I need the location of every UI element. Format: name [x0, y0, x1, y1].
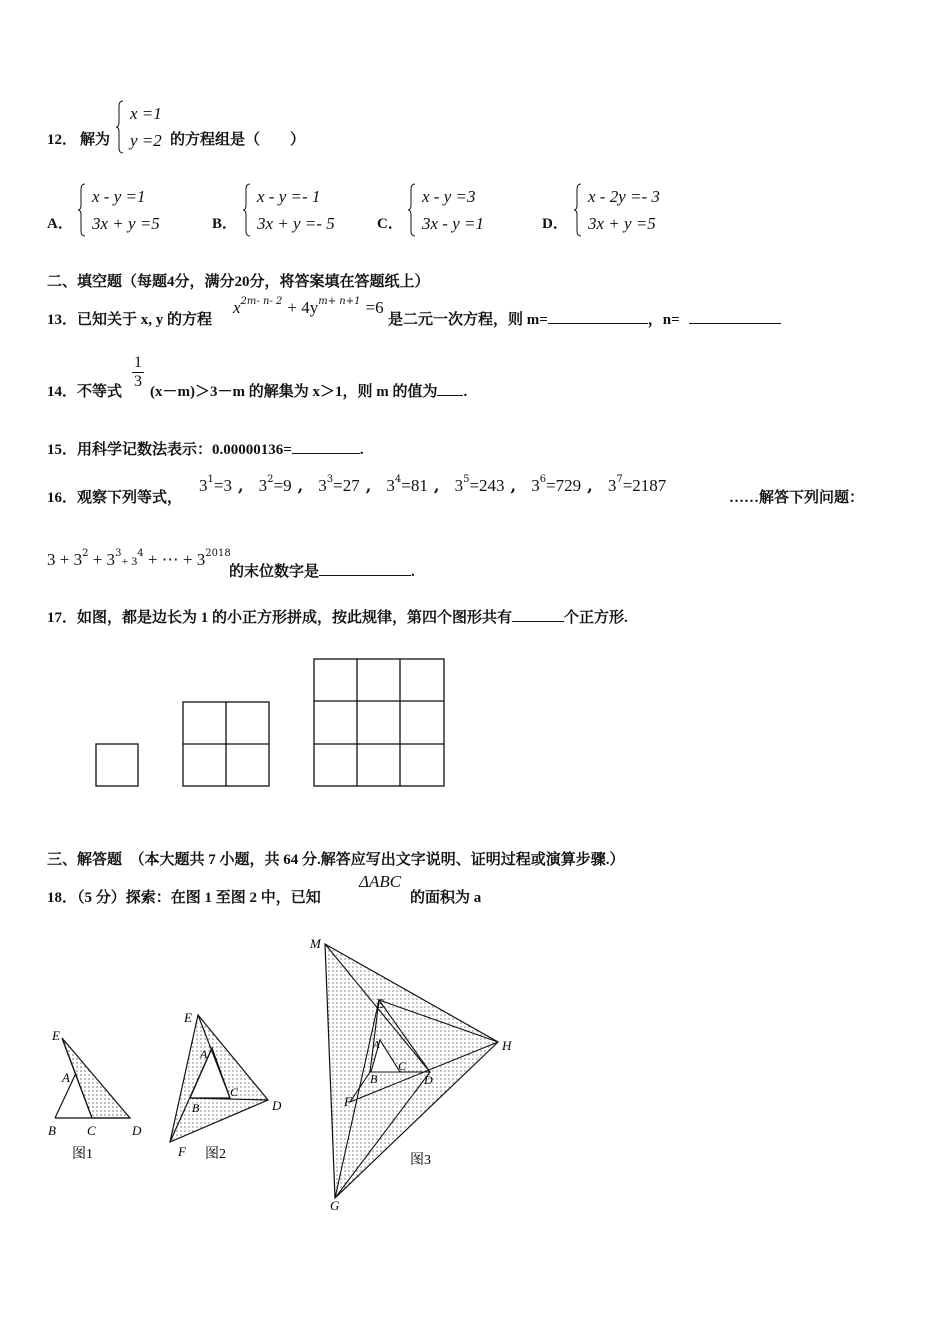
- fig2-label-f: F: [178, 1144, 186, 1159]
- q12-option-d-label[interactable]: D．: [542, 216, 568, 232]
- q17-text: 17．如图，都是边长为 1 的小正方形拼成，按此规律，第四个图形共有 个正方形.: [47, 610, 628, 626]
- section3-title: 三、解答题 （本大题共 7 小题，共 64 分.解答应写出文字说明、证明过程或演算步骤.）: [47, 852, 625, 868]
- q13-pre: 13．已知关于 x, y 的方程: [47, 312, 213, 328]
- q17-blank[interactable]: [512, 621, 564, 622]
- q18-pre: 18．（5 分）探索：在图 1 至图 2 中，已知: [47, 890, 321, 906]
- q12-number: 12．: [47, 132, 78, 148]
- fig2-label-c: C: [230, 1085, 239, 1099]
- pattern-2x2: [183, 702, 269, 786]
- q12-option-b-label[interactable]: B．: [212, 216, 238, 232]
- fig1-label-e: E: [52, 1028, 60, 1043]
- q16-blank[interactable]: [319, 575, 411, 576]
- fig2-caption: 图2: [205, 1147, 226, 1162]
- q16-tail: 的末位数字是 .: [229, 564, 415, 580]
- q13-equation: $x^{2m- n- 2} + 4y^{m+ n+1} =6$: [233, 296, 384, 317]
- fig1-label-d: D: [132, 1123, 142, 1138]
- fig3-label-d: D: [424, 1073, 433, 1087]
- fig2-label-b: B: [192, 1101, 200, 1115]
- fig2-label-e: E: [184, 1010, 192, 1025]
- q12-option-a-label[interactable]: A．: [47, 216, 73, 232]
- figure-3: [309, 936, 512, 1213]
- q18-triangle: ΔABC: [359, 872, 402, 891]
- q17-square-patterns: [90, 655, 450, 791]
- figure-2: [170, 1010, 282, 1162]
- fig3-label-h: H: [502, 1038, 512, 1053]
- q14-pre: 14．不等式: [47, 384, 123, 400]
- fig3-label-m: M: [310, 936, 321, 951]
- q15-blank[interactable]: [292, 453, 360, 454]
- fig3-label-b: B: [370, 1072, 378, 1086]
- fig3-caption: 图3: [410, 1153, 431, 1168]
- fig3-label-f: F: [344, 1094, 352, 1109]
- q14-post: (x－m)＞3－m 的解集为 x＞1，则 m 的值为 .: [150, 384, 468, 400]
- fig2-label-d: D: [272, 1098, 282, 1113]
- q13-m-blank[interactable]: [548, 323, 648, 324]
- fig3-label-e: E: [376, 996, 384, 1011]
- q14-fraction: 1 3: [134, 354, 142, 390]
- fig3-label-a: A: [373, 1039, 380, 1051]
- q13-n-blank[interactable]: [689, 323, 781, 324]
- q12-pre: 解为: [80, 132, 111, 148]
- fig1-label-a: A: [62, 1070, 70, 1085]
- fig1-label-c: C: [87, 1123, 96, 1138]
- q18-post: 的面积为 a: [410, 890, 482, 906]
- fig3-label-c: C: [398, 1059, 407, 1073]
- pattern-1x1: [96, 744, 138, 786]
- fig3-label-g: G: [330, 1198, 340, 1213]
- q14-blank[interactable]: [437, 395, 463, 396]
- section2-title: 二、填空题（每题4分，满分20分，将答案填在答题纸上）: [47, 274, 430, 290]
- q13-post: 是二元一次方程，则 m= ，n=: [388, 308, 781, 329]
- q16-powers: $3^1=3$ , $3^2=9$ , $3^3=27$ , $3^4=81$ , $3^5=243$ , $3^6=729$ , $3^7=2187$: [199, 474, 667, 495]
- q15-text: 15．用科学记数法表示：0.00000136= .: [47, 442, 364, 458]
- pattern-3x3: [314, 659, 444, 786]
- q12-option-c-label[interactable]: C．: [377, 216, 403, 232]
- fig1-label-b: B: [48, 1123, 56, 1138]
- q16-post: ……解答下列问题：: [729, 490, 865, 506]
- q16-expression: $3 + 3^2 + 3^3+ 3^4$ + ⋯ + $3^{2018}$: [47, 548, 231, 569]
- q18-figures: [40, 930, 540, 1220]
- fig1-caption: 图1: [72, 1147, 93, 1162]
- q12-post: 的方程组是（ ）: [170, 132, 306, 148]
- fig2-label-a: A: [200, 1047, 208, 1061]
- figure-1: [48, 1028, 142, 1162]
- q16-pre: 16．观察下列等式，: [47, 490, 183, 506]
